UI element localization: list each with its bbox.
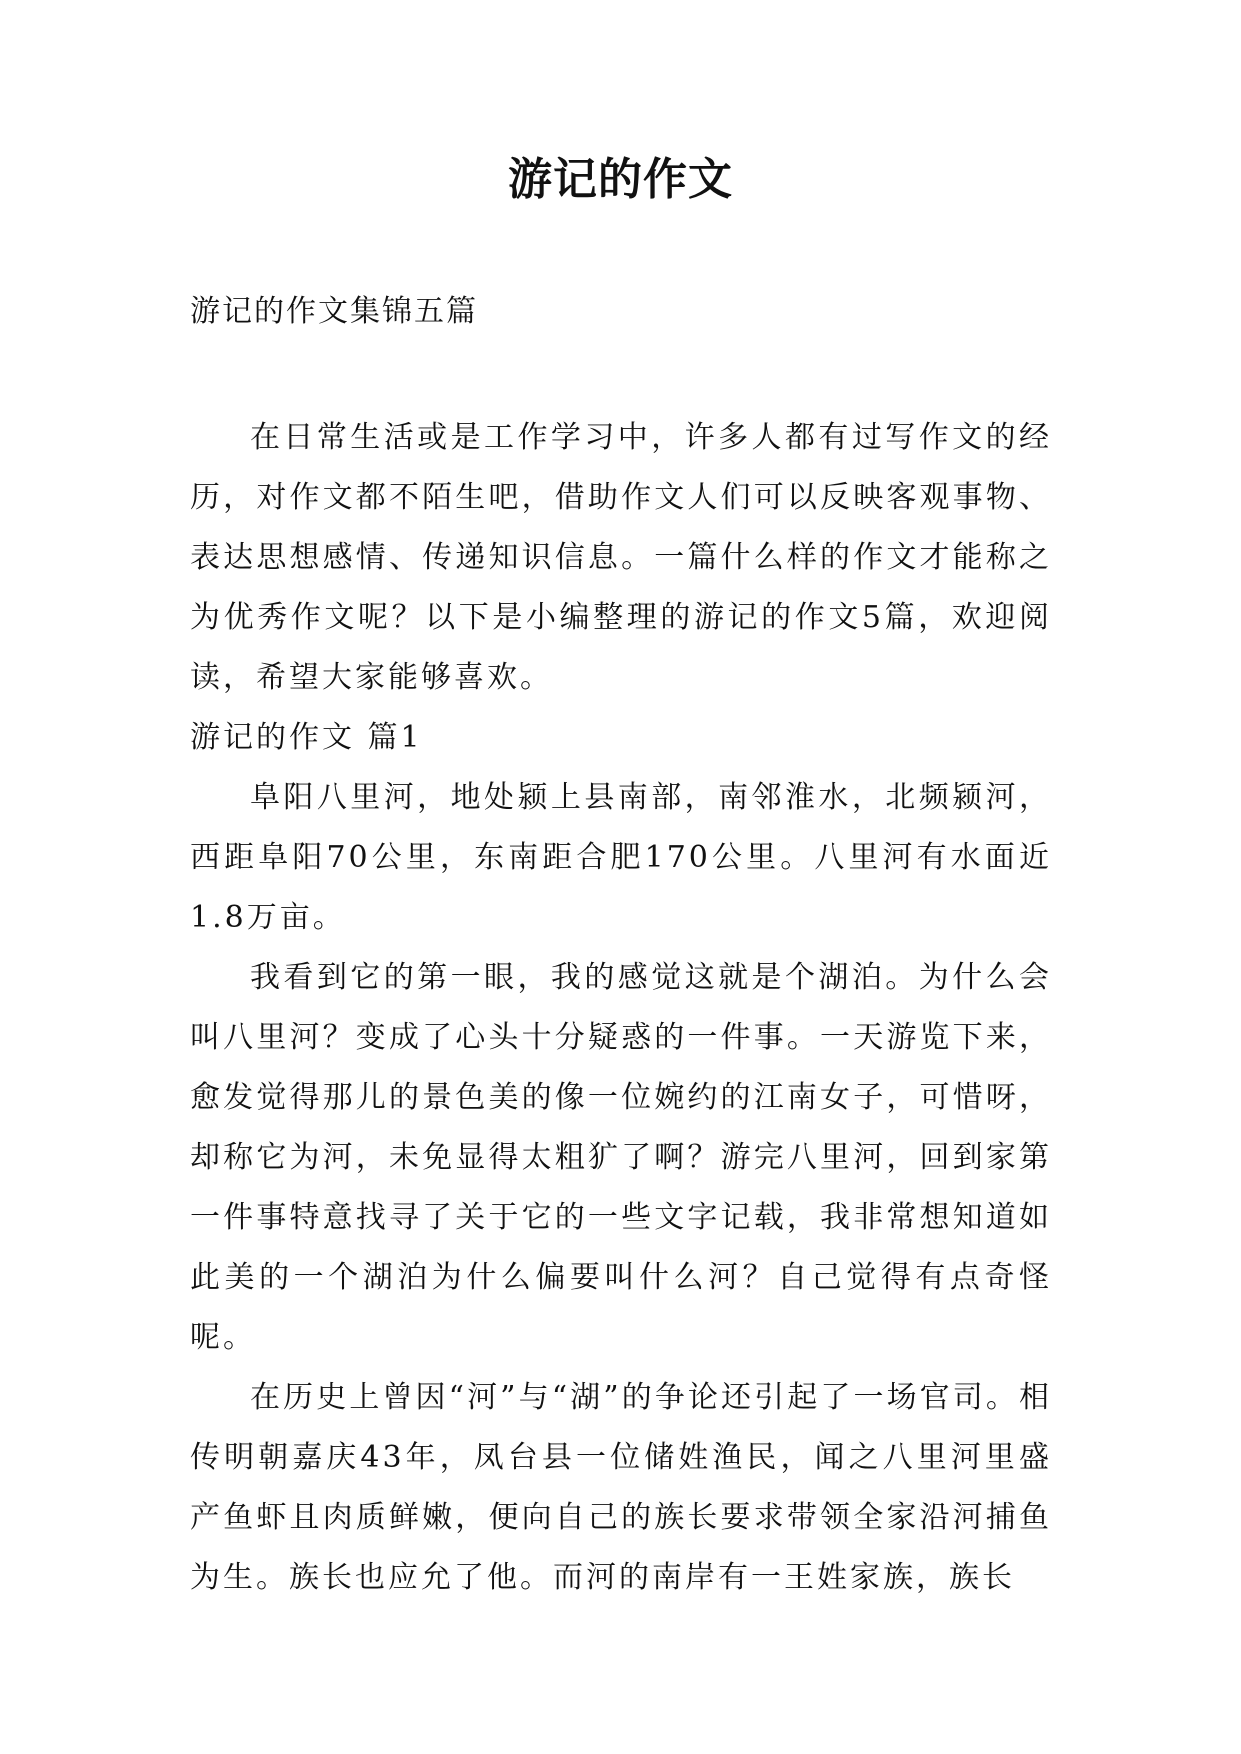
- document-subtitle: 游记的作文集锦五篇: [190, 294, 478, 329]
- intro-paragraph: 在日常生活或是工作学习中，许多人都有过写作文的经历，对作文都不陌生吧，借助作文人们可以反映客观事物、表达思想感情、传递知识信息。一篇什么样的作文才能称之为优秀作文呢？以下是小编整理的游记的作文5篇，欢迎阅读，希望大家能够喜欢。: [190, 420, 1052, 695]
- document-body: [190, 408, 1052, 1608]
- document-title: 游记的作文: [508, 154, 733, 205]
- body-paragraph: 我看到它的第一眼，我的感觉这就是个湖泊。为什么会叫八里河？变成了心头十分疑惑的一件事。一天游览下来，愈发觉得那儿的景色美的像一位婉约的江南女子，可惜呀，却称它为河，未免显得太粗犷了啊？游完八里河，回到家第一件事特意找寻了关于它的一些文字记载，我非常想知道如此美的一个湖泊为什么偏要叫什么河？自己觉得有点奇怪呢。: [190, 960, 1052, 1355]
- body-paragraph: 在历史上曾因“河”与“湖”的争论还引起了一场官司。相传明朝嘉庆43年，凤台县一位储姓渔民，闻之八里河里盛产鱼虾且肉质鲜嫩，便向自己的族长要求带领全家沿河捕鱼为生。族长也应允了他。而河的南岸有一王姓家族，族长: [190, 1380, 1052, 1595]
- section-heading: 游记的作文 篇1: [190, 720, 423, 755]
- body-paragraph: 阜阳八里河，地处颍上县南部，南邻淮水，北频颍河，西距阜阳70公里，东南距合肥170公里。八里河有水面近1.8万亩。: [190, 780, 1052, 935]
